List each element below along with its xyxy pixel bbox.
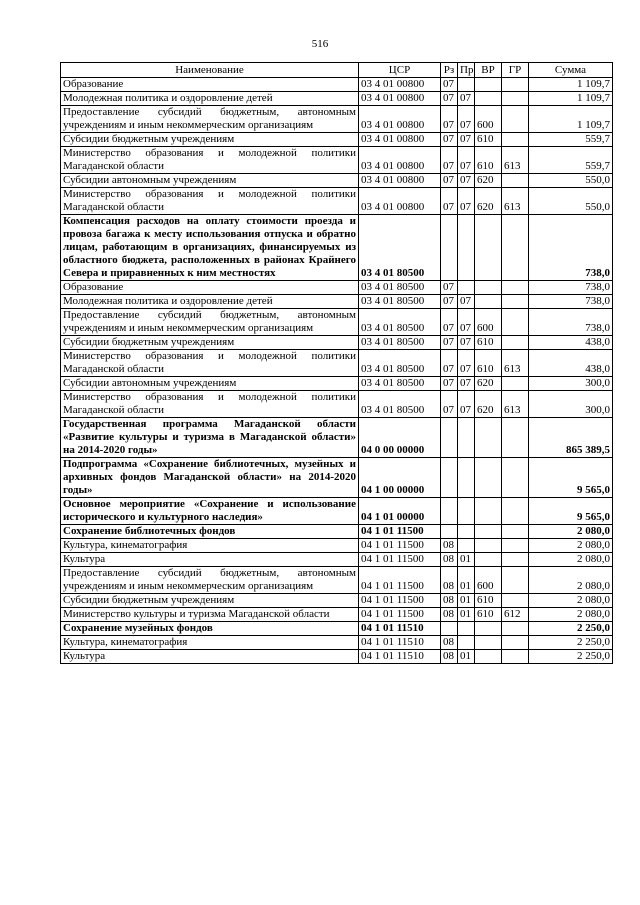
row-vr xyxy=(475,418,502,458)
row-sum: 1 109,7 xyxy=(529,92,613,106)
row-gr xyxy=(502,78,529,92)
table-row xyxy=(61,336,613,350)
row-csr: 04 1 01 11500 xyxy=(359,594,441,608)
row-vr xyxy=(475,553,502,567)
row-pr: 07 xyxy=(458,391,475,418)
row-vr: 610 xyxy=(475,350,502,377)
row-vr xyxy=(475,525,502,539)
row-vr: 620 xyxy=(475,188,502,215)
row-gr: 612 xyxy=(502,608,529,622)
row-gr xyxy=(502,174,529,188)
header-vr: ВР xyxy=(475,63,502,78)
row-csr: 04 0 00 00000 xyxy=(359,418,441,458)
row-vr: 610 xyxy=(475,336,502,350)
row-gr xyxy=(502,650,529,664)
row-vr xyxy=(475,78,502,92)
row-name: Министерство образования и молодежной политики Магаданской области xyxy=(61,391,359,418)
row-sum: 865 389,5 xyxy=(529,418,613,458)
row-sum: 550,0 xyxy=(529,174,613,188)
table-row xyxy=(61,525,613,539)
header-rz: Рз xyxy=(441,63,458,78)
table-row xyxy=(61,215,613,281)
row-vr: 610 xyxy=(475,133,502,147)
row-csr: 03 4 01 00800 xyxy=(359,133,441,147)
row-name: Культура, кинематография xyxy=(61,539,359,553)
row-rz: 07 xyxy=(441,106,458,133)
row-pr xyxy=(458,458,475,498)
row-rz: 07 xyxy=(441,336,458,350)
row-rz: 08 xyxy=(441,608,458,622)
row-pr xyxy=(458,498,475,525)
row-gr xyxy=(502,106,529,133)
row-name: Культура, кинематография xyxy=(61,636,359,650)
row-rz: 07 xyxy=(441,281,458,295)
row-pr: 07 xyxy=(458,133,475,147)
row-gr xyxy=(502,553,529,567)
row-rz: 07 xyxy=(441,309,458,336)
row-vr: 610 xyxy=(475,594,502,608)
row-gr: 613 xyxy=(502,188,529,215)
row-sum: 738,0 xyxy=(529,295,613,309)
row-pr xyxy=(458,539,475,553)
table-row xyxy=(61,622,613,636)
row-name: Предоставление субсидий бюджетным, автономным учреждениям и иным некоммерческим организациям xyxy=(61,309,359,336)
row-rz xyxy=(441,458,458,498)
row-pr: 01 xyxy=(458,553,475,567)
row-rz xyxy=(441,498,458,525)
row-gr xyxy=(502,336,529,350)
row-sum: 9 565,0 xyxy=(529,498,613,525)
row-csr: 03 4 01 80500 xyxy=(359,215,441,281)
row-sum: 438,0 xyxy=(529,336,613,350)
row-pr: 07 xyxy=(458,174,475,188)
table-row xyxy=(61,608,613,622)
row-pr: 01 xyxy=(458,594,475,608)
row-gr xyxy=(502,498,529,525)
row-gr xyxy=(502,281,529,295)
row-gr xyxy=(502,622,529,636)
table-row xyxy=(61,188,613,215)
row-vr: 620 xyxy=(475,391,502,418)
row-csr: 04 1 01 11510 xyxy=(359,650,441,664)
row-sum: 2 080,0 xyxy=(529,594,613,608)
row-vr: 610 xyxy=(475,608,502,622)
row-sum: 2 080,0 xyxy=(529,608,613,622)
table-row xyxy=(61,147,613,174)
row-pr xyxy=(458,281,475,295)
row-vr xyxy=(475,215,502,281)
row-pr: 01 xyxy=(458,608,475,622)
row-sum: 738,0 xyxy=(529,309,613,336)
row-gr xyxy=(502,567,529,594)
row-rz: 08 xyxy=(441,636,458,650)
row-vr xyxy=(475,458,502,498)
row-gr xyxy=(502,92,529,106)
row-name: Предоставление субсидий бюджетным, автономным учреждениям и иным некоммерческим организациям xyxy=(61,106,359,133)
row-csr: 04 1 01 11500 xyxy=(359,608,441,622)
row-csr: 04 1 01 11500 xyxy=(359,553,441,567)
header-csr: ЦСР xyxy=(359,63,441,78)
row-csr: 03 4 01 00800 xyxy=(359,92,441,106)
row-name: Сохранение музейных фондов xyxy=(61,622,359,636)
table-header-row xyxy=(61,63,613,78)
table-row xyxy=(61,295,613,309)
row-csr: 04 1 01 11510 xyxy=(359,636,441,650)
row-csr: 03 4 01 00800 xyxy=(359,78,441,92)
row-rz: 07 xyxy=(441,350,458,377)
row-pr: 07 xyxy=(458,147,475,174)
row-vr: 620 xyxy=(475,174,502,188)
row-pr: 01 xyxy=(458,567,475,594)
row-csr: 03 4 01 00800 xyxy=(359,147,441,174)
row-gr xyxy=(502,418,529,458)
table-row xyxy=(61,133,613,147)
row-pr xyxy=(458,418,475,458)
row-vr: 600 xyxy=(475,106,502,133)
table-row xyxy=(61,377,613,391)
table-row xyxy=(61,539,613,553)
row-rz: 07 xyxy=(441,92,458,106)
row-sum: 2 250,0 xyxy=(529,622,613,636)
table-row xyxy=(61,498,613,525)
row-name: Министерство образования и молодежной политики Магаданской области xyxy=(61,350,359,377)
row-sum: 738,0 xyxy=(529,281,613,295)
row-name: Министерство образования и молодежной политики Магаданской области xyxy=(61,188,359,215)
header-name: Наименование xyxy=(61,63,359,78)
row-gr xyxy=(502,458,529,498)
row-pr: 07 xyxy=(458,350,475,377)
row-name: Сохранение библиотечных фондов xyxy=(61,525,359,539)
row-rz xyxy=(441,215,458,281)
row-csr: 03 4 01 80500 xyxy=(359,309,441,336)
row-gr xyxy=(502,594,529,608)
row-pr: 07 xyxy=(458,92,475,106)
row-vr xyxy=(475,281,502,295)
row-sum: 2 080,0 xyxy=(529,553,613,567)
row-gr xyxy=(502,539,529,553)
row-vr xyxy=(475,498,502,525)
row-sum: 438,0 xyxy=(529,350,613,377)
header-pr: Пр xyxy=(458,63,475,78)
row-rz: 07 xyxy=(441,377,458,391)
row-rz xyxy=(441,418,458,458)
row-csr: 04 1 01 11500 xyxy=(359,525,441,539)
row-vr xyxy=(475,92,502,106)
row-name: Субсидии автономным учреждениям xyxy=(61,174,359,188)
row-rz: 07 xyxy=(441,147,458,174)
row-gr xyxy=(502,133,529,147)
row-name: Субсидии автономным учреждениям xyxy=(61,377,359,391)
row-rz: 08 xyxy=(441,553,458,567)
row-gr xyxy=(502,215,529,281)
row-sum: 2 080,0 xyxy=(529,525,613,539)
row-csr: 03 4 01 80500 xyxy=(359,281,441,295)
row-gr xyxy=(502,309,529,336)
row-pr: 07 xyxy=(458,336,475,350)
row-pr: 07 xyxy=(458,295,475,309)
table-row xyxy=(61,567,613,594)
row-rz xyxy=(441,622,458,636)
row-vr: 600 xyxy=(475,309,502,336)
row-sum: 300,0 xyxy=(529,377,613,391)
row-pr: 07 xyxy=(458,309,475,336)
table-row xyxy=(61,553,613,567)
row-vr xyxy=(475,295,502,309)
row-sum: 300,0 xyxy=(529,391,613,418)
row-csr: 03 4 01 80500 xyxy=(359,377,441,391)
row-csr: 04 1 01 11510 xyxy=(359,622,441,636)
row-vr xyxy=(475,539,502,553)
row-csr: 04 1 00 00000 xyxy=(359,458,441,498)
row-name: Субсидии бюджетным учреждениям xyxy=(61,133,359,147)
row-name: Образование xyxy=(61,281,359,295)
row-csr: 04 1 01 11500 xyxy=(359,539,441,553)
row-name: Министерство культуры и туризма Магаданской области xyxy=(61,608,359,622)
row-pr xyxy=(458,622,475,636)
row-name: Субсидии бюджетным учреждениям xyxy=(61,594,359,608)
row-rz: 08 xyxy=(441,567,458,594)
row-rz xyxy=(441,525,458,539)
row-sum: 550,0 xyxy=(529,188,613,215)
row-name: Молодежная политика и оздоровление детей xyxy=(61,92,359,106)
row-rz: 07 xyxy=(441,133,458,147)
row-csr: 03 4 01 80500 xyxy=(359,295,441,309)
header-sum: Сумма xyxy=(529,63,613,78)
row-gr xyxy=(502,636,529,650)
table-row xyxy=(61,350,613,377)
row-vr: 610 xyxy=(475,147,502,174)
row-rz: 07 xyxy=(441,295,458,309)
table-row xyxy=(61,391,613,418)
row-rz: 07 xyxy=(441,391,458,418)
row-gr: 613 xyxy=(502,391,529,418)
row-gr xyxy=(502,295,529,309)
row-rz: 07 xyxy=(441,188,458,215)
row-name: Компенсация расходов на оплату стоимости проезда и провоза багажа к месту использования отпуска и обратно лицам, работающим в организациях, финансируемых из областного бюджета, расположенных в районах Крайнего Севера и приравненных к ним местностях xyxy=(61,215,359,281)
row-sum: 1 109,7 xyxy=(529,78,613,92)
row-name: Культура xyxy=(61,553,359,567)
row-gr xyxy=(502,377,529,391)
row-sum: 2 080,0 xyxy=(529,567,613,594)
row-pr: 07 xyxy=(458,377,475,391)
table-row xyxy=(61,106,613,133)
row-sum: 9 565,0 xyxy=(529,458,613,498)
budget-table xyxy=(60,62,613,664)
table-row xyxy=(61,78,613,92)
row-sum: 559,7 xyxy=(529,133,613,147)
table-row xyxy=(61,92,613,106)
row-rz: 08 xyxy=(441,594,458,608)
row-gr xyxy=(502,525,529,539)
row-sum: 559,7 xyxy=(529,147,613,174)
row-rz: 07 xyxy=(441,78,458,92)
row-csr: 03 4 01 80500 xyxy=(359,350,441,377)
row-sum: 2 250,0 xyxy=(529,650,613,664)
row-sum: 738,0 xyxy=(529,215,613,281)
row-pr: 01 xyxy=(458,650,475,664)
table-row xyxy=(61,174,613,188)
row-gr: 613 xyxy=(502,147,529,174)
row-sum: 2 080,0 xyxy=(529,539,613,553)
row-pr xyxy=(458,636,475,650)
row-csr: 03 4 01 80500 xyxy=(359,391,441,418)
row-csr: 03 4 01 00800 xyxy=(359,174,441,188)
row-csr: 04 1 01 11500 xyxy=(359,567,441,594)
table-row xyxy=(61,650,613,664)
row-name: Подпрограмма «Сохранение библиотечных, музейных и архивных фондов Магаданской области» на 2014-2020 годы» xyxy=(61,458,359,498)
row-pr xyxy=(458,78,475,92)
row-csr: 03 4 01 80500 xyxy=(359,336,441,350)
row-pr xyxy=(458,525,475,539)
row-vr xyxy=(475,636,502,650)
row-rz: 07 xyxy=(441,174,458,188)
table-row xyxy=(61,309,613,336)
table-row xyxy=(61,458,613,498)
header-gr: ГР xyxy=(502,63,529,78)
row-pr: 07 xyxy=(458,188,475,215)
table-row xyxy=(61,636,613,650)
row-name: Министерство образования и молодежной политики Магаданской области xyxy=(61,147,359,174)
row-name: Государственная программа Магаданской области «Развитие культуры и туризма в Магаданской области» на 2014-2020 годы» xyxy=(61,418,359,458)
row-vr: 600 xyxy=(475,567,502,594)
row-name: Культура xyxy=(61,650,359,664)
row-name: Молодежная политика и оздоровление детей xyxy=(61,295,359,309)
row-gr: 613 xyxy=(502,350,529,377)
table-row xyxy=(61,594,613,608)
row-sum: 2 250,0 xyxy=(529,636,613,650)
row-rz: 08 xyxy=(441,539,458,553)
row-csr: 03 4 01 00800 xyxy=(359,106,441,133)
page-number: 516 xyxy=(311,38,329,50)
row-vr xyxy=(475,650,502,664)
row-csr: 03 4 01 00800 xyxy=(359,188,441,215)
row-vr xyxy=(475,622,502,636)
row-rz: 08 xyxy=(441,650,458,664)
row-pr xyxy=(458,215,475,281)
row-name: Основное мероприятие «Сохранение и использование исторического и культурного наследия» xyxy=(61,498,359,525)
row-pr: 07 xyxy=(458,106,475,133)
table-row xyxy=(61,418,613,458)
row-vr: 620 xyxy=(475,377,502,391)
row-sum: 1 109,7 xyxy=(529,106,613,133)
row-name: Предоставление субсидий бюджетным, автономным учреждениям и иным некоммерческим организациям xyxy=(61,567,359,594)
row-name: Образование xyxy=(61,78,359,92)
row-name: Субсидии бюджетным учреждениям xyxy=(61,336,359,350)
table-row xyxy=(61,281,613,295)
row-csr: 04 1 01 00000 xyxy=(359,498,441,525)
